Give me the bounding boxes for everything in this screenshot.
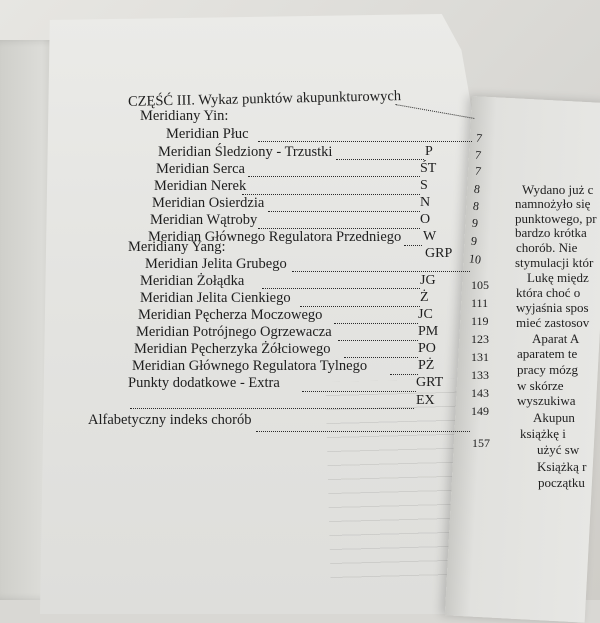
text-line: początku — [538, 475, 585, 490]
toc-code: P — [425, 144, 433, 159]
toc-page-number: 133 — [471, 368, 489, 382]
leader-dots — [404, 244, 422, 246]
index-entry: Alfabetyczny indeks chorób — [88, 412, 252, 428]
leader-dots — [292, 270, 470, 272]
toc-page-number: 9 — [471, 215, 479, 231]
toc-entry: Punkty dodatkowe - Extra — [128, 375, 280, 391]
leader-dots — [395, 103, 474, 119]
leader-dots — [262, 287, 420, 289]
leader-dots — [268, 210, 420, 212]
toc-page-number: 7 — [474, 163, 482, 179]
toc-entry: Meridian Serca — [156, 161, 245, 177]
leader-dots — [390, 373, 418, 375]
text-line: która choć o — [516, 285, 581, 300]
toc-page-number: 10 — [468, 251, 482, 267]
leader-dots — [256, 430, 470, 432]
text-line: mieć zastosov — [516, 315, 590, 330]
text-line: Wydano już c — [522, 182, 594, 197]
text-line: namnożyło się — [515, 196, 591, 211]
yang-heading: Meridiany Yang: — [128, 239, 226, 255]
toc-code: O — [420, 212, 431, 227]
text-line: użyć sw — [537, 442, 580, 457]
leader-dots — [336, 158, 424, 160]
toc-code: S — [420, 178, 428, 193]
toc-entry: Meridian Głównego Regulatora Tylnego — [132, 358, 368, 374]
toc-page-number: 7 — [474, 147, 482, 163]
toc-page-number: 8 — [472, 198, 480, 214]
toc-entry: Meridian Nerek — [154, 178, 247, 194]
part-heading: CZĘŚĆ III. Wykaz punktów akupunkturowych — [127, 88, 402, 110]
text-line: chorób. Nie — [516, 240, 578, 255]
toc-code: ŚT — [420, 161, 437, 176]
toc-entry: Meridian Wątroby — [150, 212, 258, 228]
leader-dots — [242, 193, 420, 195]
toc-page-number: 9 — [470, 233, 478, 249]
toc-code: GRP — [425, 246, 453, 261]
text-line: punktowego, pr — [515, 211, 597, 226]
text-line: Akupun — [533, 410, 575, 425]
text-line: książkę i — [520, 426, 566, 441]
text-line: w skórze — [517, 378, 564, 393]
toc-code: PŻ — [418, 358, 435, 373]
yin-heading: Meridiany Yin: — [140, 108, 229, 124]
toc-code: EX — [416, 393, 435, 408]
toc-entry: Meridian Osierdzia — [152, 195, 265, 211]
text-line: pracy mózg — [517, 362, 579, 377]
toc-entry: Meridian Płuc — [166, 126, 249, 142]
toc-page-number: 7 — [475, 130, 483, 146]
text-line: Lukę międz — [527, 270, 589, 285]
text-line: Książką r — [537, 459, 587, 474]
leader-dots — [130, 407, 414, 409]
text-line: bardzo krótka — [515, 225, 587, 240]
toc-entry: Meridian Pęcherzyka Żółciowego — [134, 341, 331, 357]
toc-code: PM — [418, 324, 439, 339]
toc-code: JG — [420, 273, 436, 288]
toc-entry: Meridian Głównego Regulatora Przedniego — [148, 229, 402, 245]
toc-page-number: 143 — [471, 386, 489, 400]
text-line: wyszukiwa — [517, 393, 576, 408]
toc-code: W — [423, 229, 437, 244]
toc-page-number: 119 — [471, 314, 489, 328]
toc-entry: Meridian Żołądka — [140, 273, 245, 289]
leader-dots — [258, 140, 472, 142]
toc-entry: Meridian Jelita Cienkiego — [140, 290, 291, 306]
text-line: aparatem te — [517, 346, 578, 361]
toc-code: GRT — [416, 375, 444, 390]
leader-dots — [338, 339, 418, 341]
index-page-number: 157 — [472, 436, 490, 450]
toc-code: Ż — [420, 290, 429, 305]
leader-dots — [248, 175, 420, 177]
toc-page-number: 131 — [471, 350, 489, 364]
toc-page-number: 149 — [471, 404, 489, 418]
leader-dots — [302, 390, 416, 392]
text-line: wyjaśnia spos — [516, 300, 589, 315]
text-line: stymulacji któr — [515, 255, 594, 270]
leader-dots — [334, 322, 418, 324]
toc-page-number: 123 — [471, 332, 489, 346]
toc-page-number: 105 — [471, 278, 489, 292]
toc-entry: Meridian Potrójnego Ogrzewacza — [136, 324, 332, 340]
toc-code: JC — [418, 307, 433, 322]
toc-entry: Meridian Śledziony - Trzustki — [158, 144, 333, 160]
toc-entry: Meridian Jelita Grubego — [145, 256, 287, 272]
toc-page-number: 8 — [473, 181, 481, 197]
text-line: Aparat A — [532, 331, 580, 346]
toc-code: N — [420, 195, 431, 210]
toc-code: PO — [418, 341, 436, 356]
toc-entry: Meridian Pęcherza Moczowego — [138, 307, 323, 323]
toc-page-number: 111 — [471, 296, 489, 310]
